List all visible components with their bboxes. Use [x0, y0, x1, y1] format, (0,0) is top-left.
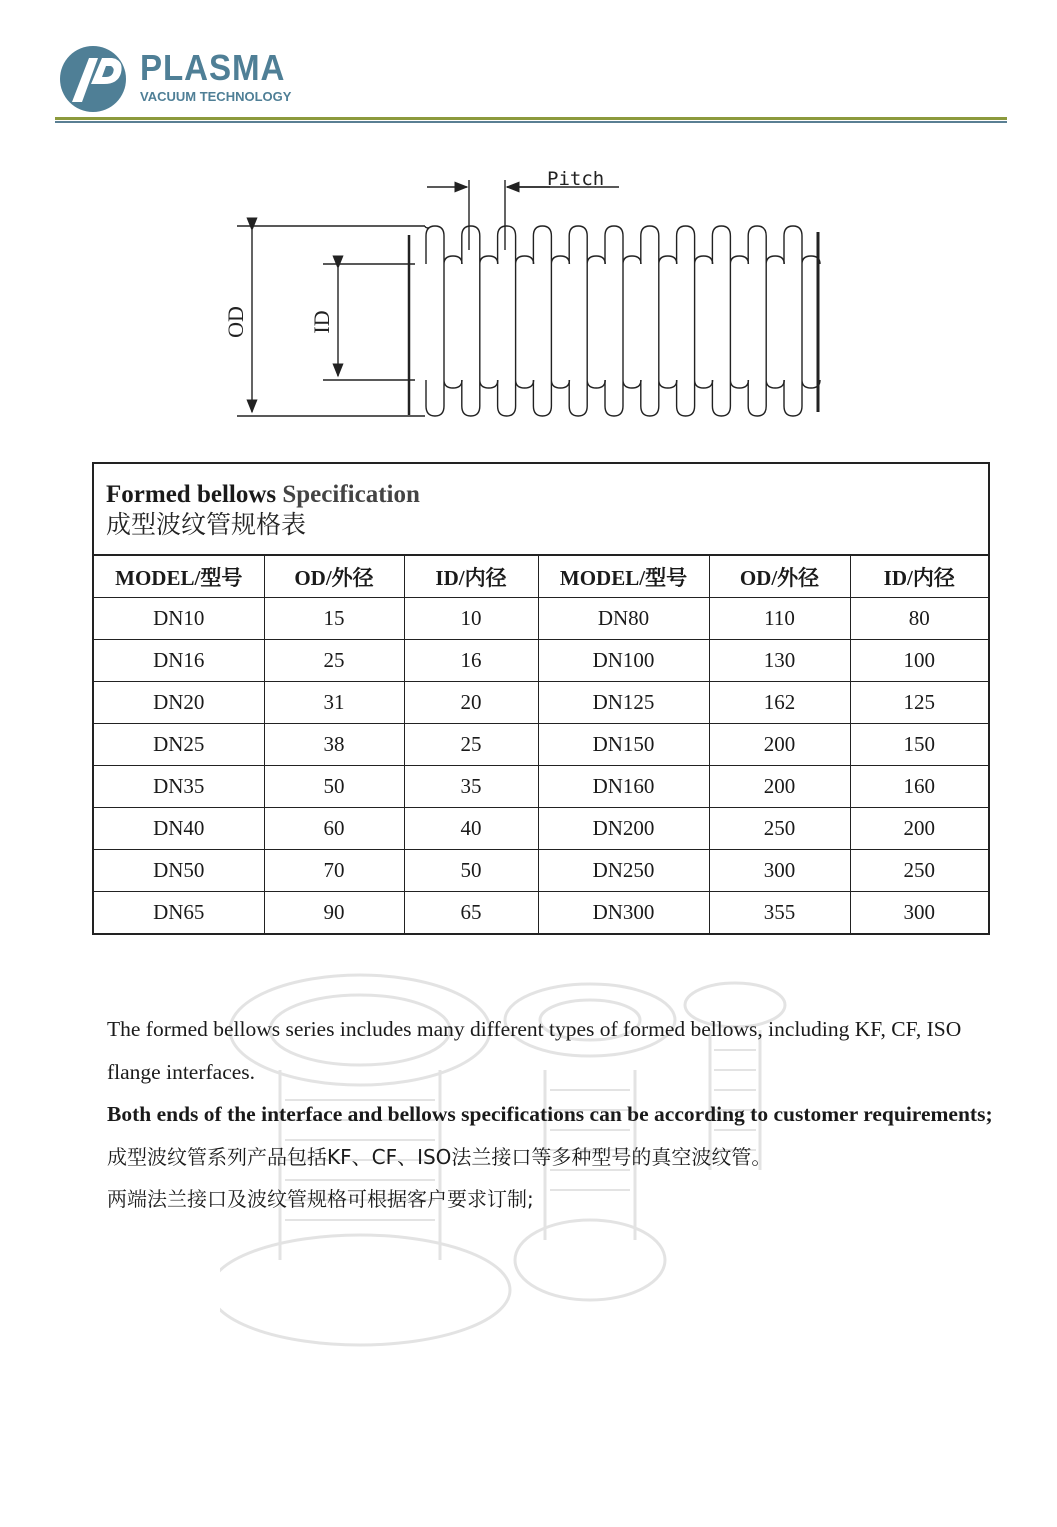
column-header: OD/外径 — [264, 556, 404, 598]
table-cell: 60 — [264, 808, 404, 850]
description-line-2: Both ends of the interface and bellows specifications can be according to customer requirements; — [107, 1102, 993, 1126]
convolution — [498, 226, 534, 416]
table-cell: 110 — [709, 598, 850, 640]
table-cell: 25 — [264, 640, 404, 682]
table-cell: 300 — [709, 850, 850, 892]
pitch-label: Pitch — [547, 168, 605, 190]
spec-title-en — [106, 480, 978, 510]
table-cell: DN25 — [94, 724, 264, 766]
table-cell: DN150 — [538, 724, 709, 766]
table-cell: 15 — [264, 598, 404, 640]
header-rule — [55, 117, 1007, 120]
convolution — [677, 226, 713, 416]
table-cell: 35 — [404, 766, 538, 808]
table-cell: DN80 — [538, 598, 709, 640]
spec-title-rest: Specification — [282, 481, 420, 508]
table-cell: DN300 — [538, 892, 709, 934]
table-cell: 90 — [264, 892, 404, 934]
table-cell: 200 — [709, 766, 850, 808]
table-cell: DN100 — [538, 640, 709, 682]
description-line-3: 成型波纹管系列产品包括KF、CF、ISO法兰接口等多种型号的真空波纹管。 — [107, 1144, 772, 1169]
table-cell: 40 — [404, 808, 538, 850]
table-cell: 20 — [404, 682, 538, 724]
description-line-1: The formed bellows series includes many different types of formed bellows, including KF, CF, ISO flange interfaces. — [107, 1017, 962, 1084]
column-header: ID/内径 — [404, 556, 538, 598]
column-header: OD/外径 — [709, 556, 850, 598]
convolution — [712, 226, 748, 416]
table-cell: 65 — [404, 892, 538, 934]
table-cell: 130 — [709, 640, 850, 682]
description — [107, 1008, 1007, 1221]
table-cell: DN250 — [538, 850, 709, 892]
table-cell: 250 — [709, 808, 850, 850]
column-header: MODEL/型号 — [538, 556, 709, 598]
table-row — [94, 724, 988, 766]
table-cell: DN125 — [538, 682, 709, 724]
table-cell: 16 — [404, 640, 538, 682]
convolution — [533, 226, 569, 416]
convolution — [462, 226, 498, 416]
convolution — [605, 226, 641, 416]
table-cell: DN200 — [538, 808, 709, 850]
table-cell: 200 — [850, 808, 988, 850]
table-cell: 38 — [264, 724, 404, 766]
table-cell: 355 — [709, 892, 850, 934]
convolution — [569, 226, 605, 416]
table-cell: 10 — [404, 598, 538, 640]
table-row — [94, 682, 988, 724]
table-cell: DN40 — [94, 808, 264, 850]
table-cell: 80 — [850, 598, 988, 640]
table-cell: DN160 — [538, 766, 709, 808]
table-cell: 300 — [850, 892, 988, 934]
description-line-4: 两端法兰接口及波纹管规格可根据客户要求订制; — [107, 1187, 534, 1211]
table-cell: 160 — [850, 766, 988, 808]
table-cell: 150 — [850, 724, 988, 766]
table-cell: DN10 — [94, 598, 264, 640]
table-row — [94, 892, 988, 934]
column-header: MODEL/型号 — [94, 556, 264, 598]
table-cell: DN50 — [94, 850, 264, 892]
id-label: ID — [309, 310, 334, 334]
table-cell: 70 — [264, 850, 404, 892]
table-cell: 25 — [404, 724, 538, 766]
convolution — [784, 226, 820, 416]
table-row — [94, 598, 988, 640]
table-row — [94, 766, 988, 808]
convolution — [641, 226, 677, 416]
table-cell: DN16 — [94, 640, 264, 682]
bellows-diagram — [215, 160, 845, 435]
page-header — [0, 0, 1057, 130]
convolution — [426, 226, 462, 416]
header-rule-secondary — [55, 121, 1007, 123]
convolution — [748, 226, 784, 416]
ap-circle-logo-icon — [58, 44, 128, 114]
table-cell: 250 — [850, 850, 988, 892]
table-cell: 50 — [404, 850, 538, 892]
spec-table — [94, 556, 988, 933]
brand-name: PLASMA — [140, 47, 286, 88]
table-cell: 100 — [850, 640, 988, 682]
od-label: OD — [223, 306, 248, 338]
table-cell: 50 — [264, 766, 404, 808]
table-row — [94, 640, 988, 682]
spec-table-box — [92, 462, 990, 935]
table-cell: DN20 — [94, 682, 264, 724]
spec-title-bold: Formed bellows — [106, 481, 277, 508]
convolutions — [426, 226, 820, 416]
brand — [140, 47, 298, 104]
column-header: ID/内径 — [850, 556, 988, 598]
table-header-row — [94, 556, 988, 598]
table-row — [94, 808, 988, 850]
spec-heading — [94, 464, 988, 556]
table-cell: 200 — [709, 724, 850, 766]
table-cell: DN65 — [94, 892, 264, 934]
table-cell: 125 — [850, 682, 988, 724]
spec-title-zh: 成型波纹管规格表 — [106, 510, 307, 539]
brand-subtitle: VACUUM TECHNOLOGY — [140, 89, 292, 104]
table-cell: DN35 — [94, 766, 264, 808]
table-cell: 162 — [709, 682, 850, 724]
table-row — [94, 850, 988, 892]
table-body — [94, 598, 988, 934]
table-cell: 31 — [264, 682, 404, 724]
